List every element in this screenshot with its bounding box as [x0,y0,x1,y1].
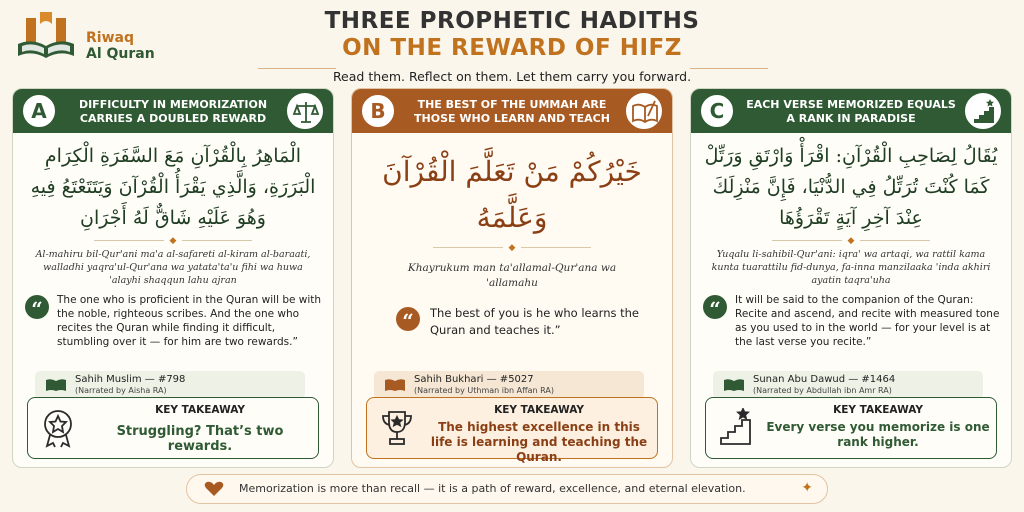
card-letter: C [699,93,735,129]
book-icon [45,378,67,392]
card-heading: EACH VERSE MEMORIZED EQUALS A RANK IN PARADISE [746,98,956,125]
book-icon [723,378,745,392]
takeaway-text: Every verse you memorize is one rank higher. [766,420,990,449]
book-icon [384,378,406,392]
translation [691,287,1011,349]
heart-icon [203,481,225,497]
brand-name-line2: Al Quran [86,46,155,62]
quote-icon: “ [396,307,420,331]
card-heading: THE BEST OF THE UMMAH ARE THOSE WHO LEARN AND TEACH [414,98,610,125]
narrator: (Narrated by Uthman ibn Affan RA) [414,386,554,395]
takeaway-label: KEY TAKEAWAY [494,404,584,416]
divider: ◆ [13,236,333,246]
key-takeaway [366,397,658,464]
card-heading: DIFFICULTY IN MEMORIZATION CARRIES A DOUBLED REWARD [78,98,268,125]
quote-icon: “ [25,295,49,319]
takeaway-text: Struggling? That’s two rewards. [116,424,284,454]
arabic-text: يُقَالُ لِصَاحِبِ الْقُرْآنِ: اقْرَأْ وَارْتَقِ وَرَتِّلْ كَمَا كُنْتَ تُرَتِّلُ فِي الدُّنْيَا، فَإِنَّ مَنْزِلَكَ عِنْدَ آخِرِ آيَةٍ تَقْرَؤُهَا [704,145,998,229]
card-letter: A [21,93,57,129]
page-title [0,8,1024,62]
source-ref: Sahih Muslim — #798 [75,374,186,385]
takeaway-label: KEY TAKEAWAY [833,404,923,416]
hadith-card-b [351,88,673,468]
translation-text: The one who is proficient in the Quran will be with the noble, righteous scribes. And the one who recites the Quran while finding it difficult, stumbling over it — for him are two rewards.” [57,294,322,348]
takeaway-label: KEY TAKEAWAY [155,404,245,416]
divider: ◆ [352,243,672,253]
title-line2: ON THE REWARD OF HIFZ [342,35,682,61]
translation [352,291,672,339]
transliteration: Al-mahiru bil-Qur'ani ma'a al-safareti al-kiram al-baraati, walladhi yaqra'ul-Qur'ana wa yatata'ta'u fihi wa huwa 'alayhi shaqqun lahu ajran [35,249,311,286]
scales-icon [292,98,320,126]
divider: ◆ [691,236,1011,246]
stairs-star-icon [718,408,754,448]
source-box [35,371,305,399]
source-ref: Sunan Abu Dawud — #1464 [753,374,896,385]
hadith-card-a [12,88,334,468]
narrator: (Narrated by Abdullah ibn Amr RA) [753,386,892,395]
footer-banner [186,474,828,504]
transliteration: Khayrukum man ta'allamal-Qur'ana wa 'allamahu [407,262,617,289]
card-letter: B [360,93,396,129]
brand-name-line1: Riwaq [86,30,134,46]
star-badge-icon [40,408,76,448]
translation-text: It will be said to the companion of the Quran: Recite and ascend, and recite with measured tone as you used to in the world — for your level is at the last verse you recite.” [735,294,1000,348]
quote-icon: “ [703,295,727,319]
translation [13,287,333,349]
transliteration: Yuqalu li-sahibil-Qur'ani: iqra' wa artaqi, wa rattil kama kunta tuarattilu fid-dunya, fa-inna manzilaaka 'inda akhiri ayatin taqra'uha [711,249,991,286]
key-takeaway [27,397,319,459]
card-header [691,89,1011,133]
arabic-text: الْمَاهِرُ بِالْقُرْآنِ مَعَ السَّفَرَةِ الْكِرَامِ الْبَرَرَةِ، وَالَّذِي يَقْرَأُ الْقُرْآنَ وَيَتَتَعْتَعُ فِيهِ وَهُوَ عَلَيْهِ شَاقٌّ لَهُ أَجْرَانِ [30,145,316,229]
stairs-star-icon [970,98,998,126]
source-ref: Sahih Bukhari — #5027 [414,374,534,385]
sparkle-icon: ✦ [801,480,813,496]
footer-text: Memorization is more than recall — it is a path of reward, excellence, and eternal elevation. [239,482,746,495]
takeaway-text: The highest excellence in this life is learning and teaching the Quran. [430,420,648,464]
translation-text: The best of you is he who learns the Quran and teaches it.” [430,306,639,337]
arabic-text: خَيْرُكُمْ مَنْ تَعَلَّمَ الْقُرْآنَ وَعَلَّمَهُ [382,155,642,234]
source-box [713,371,983,399]
narrator: (Narrated by Aisha RA) [75,386,167,395]
source-box [374,371,644,399]
trophy-icon [379,408,415,448]
card-header [13,89,333,133]
card-header [352,89,672,133]
open-book-pen-icon [631,98,659,126]
key-takeaway [705,397,997,459]
subtitle: Read them. Reflect on them. Let them carry you forward. [332,69,692,84]
hadith-card-c [690,88,1012,468]
title-line1: THREE PROPHETIC HADITHS [324,8,700,34]
